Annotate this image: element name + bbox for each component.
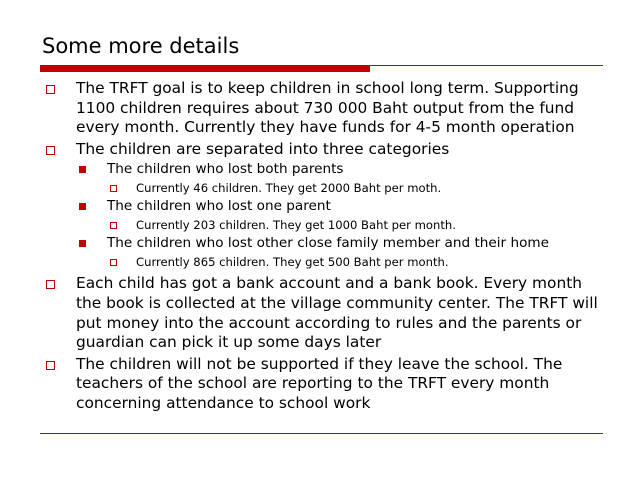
category-label: The children who lost one parent — [107, 198, 331, 215]
bullet-text: Each child has got a bank account and a bank book. Every month the book is collected at the village community center. The TRFT will put money into the account according to rules and the parents or guardian can pick it up some days later — [76, 274, 598, 352]
category-detail — [42, 180, 612, 196]
bullet-text: The children are separated into three categories — [76, 139, 450, 158]
hollow-square-bullet-icon — [110, 185, 117, 192]
category-label: The children who lost both parents — [107, 161, 344, 178]
hollow-square-bullet-icon — [46, 85, 55, 94]
hollow-square-bullet-icon — [46, 361, 55, 370]
bullet-text: The TRFT goal is to keep children in school long term. Supporting 1100 children requires about 730 000 Baht output from the fund every month. Currently they have funds for 4-5 month operation — [76, 79, 579, 137]
category-detail — [42, 254, 612, 270]
filled-square-bullet-icon — [79, 166, 86, 173]
filled-square-bullet-icon — [79, 203, 86, 210]
bullet-list — [42, 79, 612, 416]
category-item — [42, 198, 612, 215]
footer-rule — [40, 433, 603, 434]
category-detail-text: Currently 865 children. They get 500 Baht per month. — [136, 255, 449, 270]
bullet-goal — [42, 79, 612, 138]
category-item — [42, 161, 612, 178]
bullet-support-condition — [42, 355, 612, 414]
category-item — [42, 235, 612, 252]
slide-title: Some more details — [42, 34, 240, 58]
bullet-text: The children will not be supported if they leave the school. The teachers of the school are reporting to the TRFT every month concerning attendance to school work — [76, 354, 563, 412]
category-detail-text: Currently 46 children. They get 2000 Baht per moth. — [136, 181, 442, 196]
hollow-square-bullet-icon — [110, 222, 117, 229]
hollow-square-bullet-icon — [110, 259, 117, 266]
title-underline-thin — [370, 65, 603, 66]
title-underline-thick — [40, 65, 370, 72]
hollow-square-bullet-icon — [46, 280, 55, 289]
category-detail-text: Currently 203 children. They get 1000 Baht per month. — [136, 218, 456, 233]
category-detail — [42, 217, 612, 233]
filled-square-bullet-icon — [79, 240, 86, 247]
hollow-square-bullet-icon — [46, 146, 55, 155]
bullet-bank-account — [42, 274, 612, 352]
bullet-categories — [42, 140, 612, 160]
category-label: The children who lost other close family member and their home — [107, 235, 549, 252]
